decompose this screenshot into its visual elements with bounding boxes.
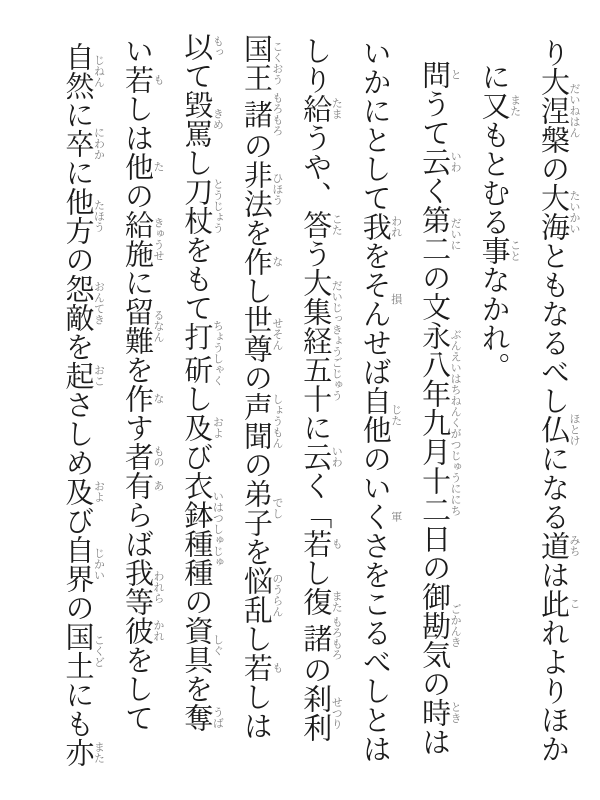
base-text: 我等 — [120, 558, 153, 616]
base-text: 御勘気 — [418, 582, 451, 669]
annotated-text — [477, 91, 521, 120]
base-text: いくさ — [358, 473, 391, 560]
annotated-text — [299, 616, 343, 660]
base-text: 大海 — [537, 183, 569, 241]
annotated-text — [61, 622, 105, 680]
annotated-text — [120, 297, 164, 355]
furigana: こくど — [92, 622, 105, 680]
annotated-text — [61, 127, 105, 160]
annotated-text — [418, 292, 462, 553]
annotated-text — [180, 413, 224, 442]
furigana: な — [151, 384, 164, 413]
furigana: も — [330, 529, 343, 558]
annotated-text — [537, 413, 580, 446]
text-run: らば — [120, 500, 153, 558]
base-text: 者 — [120, 442, 153, 471]
annotated-text — [418, 147, 462, 176]
text-run: に — [61, 158, 94, 187]
text-column-6 — [240, 0, 282, 800]
furigana: こくおう — [270, 34, 283, 92]
text-run: を — [358, 241, 391, 270]
base-text: 事 — [477, 236, 510, 265]
base-text: 此 — [537, 589, 569, 618]
annotated-text — [180, 90, 224, 148]
text-run: の — [239, 363, 272, 392]
text-run: の — [239, 131, 272, 160]
base-text: 仏 — [537, 413, 569, 446]
base-text: 彼 — [120, 616, 153, 645]
text-run: し — [299, 558, 332, 587]
base-text: 若 — [299, 529, 332, 558]
base-text: 留難 — [120, 297, 153, 355]
text-run: を — [180, 674, 213, 703]
base-text: 起 — [61, 361, 94, 390]
furigana: われら — [151, 558, 164, 616]
text-column-7 — [181, 0, 223, 800]
text-run: をして — [120, 645, 153, 732]
base-text: 若 — [120, 65, 153, 94]
furigana: た — [151, 152, 164, 181]
annotated-text — [299, 210, 343, 239]
text-run: い — [120, 36, 153, 65]
furigana: ちょう — [211, 320, 224, 353]
base-text: 弟子 — [239, 479, 272, 537]
text-run: なかれ。 — [477, 265, 510, 381]
furigana: また — [508, 91, 521, 120]
annotated-text — [120, 152, 164, 181]
base-text: 道 — [537, 531, 569, 560]
text-run: う — [299, 239, 332, 268]
text-run: しり — [299, 36, 332, 94]
text-run: び — [61, 506, 94, 535]
text-run: し — [239, 276, 272, 305]
furigana: きめ — [211, 90, 224, 148]
text-run: せば — [358, 328, 391, 386]
annotated-text — [180, 703, 224, 732]
annotated-text — [299, 442, 343, 471]
annotated-text — [61, 42, 105, 100]
annotated-text — [239, 566, 283, 624]
annotated-text — [120, 471, 164, 500]
furigana: うば — [211, 703, 224, 732]
text-run: り — [537, 38, 569, 67]
text-run: に — [299, 413, 332, 442]
furigana: いはつしゅじゅ — [211, 471, 224, 587]
text-run: は — [537, 560, 569, 589]
furigana: とうじょう — [211, 177, 224, 235]
furigana: じかい — [92, 535, 105, 593]
text-run: を — [120, 355, 153, 384]
base-text: そん — [358, 270, 391, 328]
furigana: かれ — [151, 616, 164, 645]
furigana: るなん — [151, 297, 164, 355]
furigana: こ — [568, 589, 580, 618]
text-column-5 — [300, 0, 342, 800]
base-text: 打 — [180, 320, 213, 353]
text-run: に — [61, 100, 94, 129]
furigana: 軍 — [389, 473, 402, 560]
annotated-text — [299, 587, 343, 616]
furigana: ほとけ — [568, 413, 580, 446]
annotated-text — [61, 187, 105, 245]
base-text: 奪 — [180, 703, 213, 732]
furigana: ぶんえいはちねんくがつじゅうににち — [449, 292, 462, 553]
annotated-text — [239, 392, 283, 450]
text-run: れよりほか — [537, 618, 569, 763]
annotated-text — [418, 60, 462, 89]
text-run: て — [180, 61, 213, 90]
annotated-text — [537, 183, 580, 241]
furigana: また — [92, 738, 105, 767]
annotated-text — [418, 582, 462, 669]
base-text: 又 — [477, 91, 510, 120]
annotated-text — [537, 589, 580, 618]
base-text: 他方 — [61, 187, 94, 245]
furigana: な — [270, 247, 283, 276]
furigana: きゅうせ — [151, 210, 164, 268]
annotated-text — [120, 616, 164, 645]
annotated-text — [358, 386, 402, 444]
base-text: 亦 — [61, 738, 94, 767]
text-run: うや、 — [299, 123, 332, 210]
base-text: 自然 — [61, 42, 94, 100]
furigana: おこ — [92, 361, 105, 390]
furigana: とき — [449, 698, 462, 727]
base-text: 怨敵 — [61, 274, 94, 332]
text-column-2 — [478, 0, 520, 800]
text-run: に — [477, 62, 510, 91]
base-text: 第二 — [418, 205, 451, 263]
furigana: あ — [151, 471, 164, 500]
annotated-text — [180, 320, 224, 353]
furigana: もろもろ — [330, 616, 343, 660]
base-text: 我 — [358, 212, 391, 241]
furigana: と — [449, 60, 462, 89]
text-run: の — [358, 444, 391, 473]
furigana: ひほう — [270, 160, 283, 218]
text-column-3 — [419, 0, 461, 800]
base-text: 時 — [418, 698, 451, 727]
text-run: く「 — [299, 471, 332, 529]
text-run: す — [120, 413, 153, 442]
base-text: 問 — [418, 60, 451, 89]
annotated-text — [239, 479, 283, 537]
furigana: おんてき — [92, 274, 105, 332]
text-run: しは — [120, 94, 153, 152]
furigana: こと — [508, 236, 521, 265]
base-text: 国王 — [239, 34, 272, 92]
base-text: 諸 — [299, 616, 332, 660]
annotated-text — [537, 531, 580, 560]
text-run: を — [239, 537, 272, 566]
base-text: 世尊 — [239, 305, 272, 363]
annotated-text — [358, 270, 402, 328]
annotated-text — [358, 212, 402, 241]
base-text: 作 — [239, 247, 272, 276]
base-text: 刀杖 — [180, 177, 213, 235]
furigana: しょうもん — [270, 392, 283, 450]
annotated-text — [477, 236, 521, 265]
furigana: しゃく — [211, 353, 224, 386]
furigana: ごかんき — [449, 582, 462, 669]
text-run: を — [61, 332, 94, 361]
text-run: の — [299, 655, 332, 684]
furigana: たいかい — [568, 183, 580, 241]
furigana: およ — [92, 477, 105, 506]
annotated-text — [239, 247, 283, 276]
annotated-text — [180, 471, 224, 587]
furigana: じねん — [92, 42, 105, 100]
furigana: こた — [330, 210, 343, 239]
annotated-text — [61, 274, 105, 332]
text-run: に — [120, 268, 153, 297]
base-text: 及 — [180, 413, 213, 442]
text-run: び — [180, 442, 213, 471]
furigana: しぐ — [211, 616, 224, 674]
base-text: 文永八年九月十二日 — [418, 292, 451, 553]
text-run: の — [418, 263, 451, 292]
base-text: 衣鉢種種 — [180, 471, 213, 587]
text-run: になる — [537, 444, 569, 531]
base-text: 刹利 — [299, 684, 332, 742]
furigana: たま — [330, 94, 343, 123]
base-text: 卒 — [61, 127, 94, 160]
base-text: 斫 — [180, 353, 213, 386]
furigana: せそん — [270, 305, 283, 363]
furigana: およ — [211, 413, 224, 442]
annotated-text — [120, 442, 164, 471]
furigana: また — [330, 587, 343, 616]
base-text: 自他 — [358, 386, 391, 444]
annotated-text — [299, 268, 343, 413]
base-text: 作 — [120, 384, 153, 413]
base-text: 諸 — [239, 92, 272, 136]
text-run: の — [537, 154, 569, 183]
text-run: さしめ — [61, 390, 94, 477]
annotated-text — [239, 305, 283, 363]
text-run: ともなるべし — [537, 241, 569, 415]
text-run: し — [180, 148, 213, 177]
base-text: 以 — [180, 32, 213, 61]
annotated-text — [61, 477, 105, 506]
base-text: 及 — [61, 477, 94, 506]
text-run: し — [239, 624, 272, 653]
base-text: 云 — [418, 147, 451, 176]
text-run: は — [418, 727, 451, 756]
furigana: いわ — [330, 442, 343, 471]
text-run: をこるべしとは — [358, 560, 391, 763]
text-run: の — [180, 587, 213, 616]
annotated-text — [239, 160, 283, 218]
base-text: 自界 — [61, 535, 94, 593]
annotated-text — [120, 210, 164, 268]
furigana: せつり — [330, 684, 343, 742]
annotated-text — [180, 32, 224, 61]
furigana: のうらん — [270, 566, 283, 624]
base-text: 毀罵 — [180, 90, 213, 148]
annotated-text — [61, 535, 105, 593]
annotated-text — [239, 92, 283, 136]
furigana: みち — [568, 531, 580, 560]
annotated-text — [239, 34, 283, 92]
text-run: の — [418, 553, 451, 582]
text-run: の — [239, 450, 272, 479]
base-text: 国土 — [61, 622, 94, 680]
annotated-text — [299, 529, 343, 558]
base-text: 他 — [120, 152, 153, 181]
furigana: じた — [389, 386, 402, 444]
furigana: 損 — [389, 270, 402, 328]
annotated-text — [358, 473, 402, 560]
annotated-text — [120, 558, 164, 616]
annotated-text — [61, 738, 105, 767]
text-run: の — [61, 593, 94, 622]
text-run: もとむる — [477, 120, 510, 236]
text-run: し — [180, 384, 213, 413]
text-run: の — [418, 669, 451, 698]
text-run: にも — [61, 680, 94, 738]
annotated-text — [120, 384, 164, 413]
furigana: もろもろ — [270, 92, 283, 136]
base-text: 悩乱 — [239, 566, 272, 624]
annotated-text — [180, 177, 224, 235]
base-text: 答 — [299, 210, 332, 239]
furigana: たほう — [92, 187, 105, 245]
text-run: く — [418, 176, 451, 205]
furigana: だいねはん — [568, 67, 580, 154]
furigana: もの — [151, 442, 164, 471]
annotated-text — [180, 353, 224, 386]
base-text: 声聞 — [239, 392, 272, 450]
base-text: 若 — [239, 653, 272, 682]
annotated-text — [299, 684, 343, 742]
text-column-4 — [359, 0, 401, 800]
furigana: も — [270, 653, 283, 682]
text-run: を — [239, 218, 272, 247]
text-column-1 — [538, 0, 580, 800]
base-text: 資具 — [180, 616, 213, 674]
furigana: もっ — [211, 32, 224, 61]
annotated-text — [61, 361, 105, 390]
annotated-text — [120, 65, 164, 94]
annotated-text — [180, 616, 224, 674]
annotated-text — [299, 94, 343, 123]
base-text: 給 — [299, 94, 332, 123]
annotated-text — [537, 67, 580, 154]
text-column-8 — [122, 0, 164, 800]
base-text: 非法 — [239, 160, 272, 218]
furigana: も — [151, 65, 164, 94]
furigana: いわ — [449, 147, 462, 176]
base-text: 大集経五十 — [299, 268, 332, 413]
furigana: でし — [270, 479, 283, 537]
furigana: われ — [389, 212, 402, 241]
text-run: うて — [418, 89, 451, 147]
base-text: 大涅槃 — [537, 67, 569, 154]
text-run: の — [120, 181, 153, 210]
base-text: 給施 — [120, 210, 153, 268]
text-run: の — [61, 245, 94, 274]
text-run: をもて — [180, 235, 213, 322]
annotated-text — [239, 653, 283, 682]
annotated-text — [418, 698, 462, 727]
furigana: だいに — [449, 205, 462, 263]
text-run: いかにとして — [358, 38, 391, 212]
base-text: 復 — [299, 587, 332, 616]
base-text: 有 — [120, 471, 153, 500]
furigana: にわか — [92, 127, 105, 160]
text-column-9 — [62, 0, 104, 800]
furigana: だいじっきょうごじゅう — [330, 268, 343, 413]
annotated-text — [418, 205, 462, 263]
base-text: 云 — [299, 442, 332, 471]
text-run: しは — [239, 682, 272, 740]
